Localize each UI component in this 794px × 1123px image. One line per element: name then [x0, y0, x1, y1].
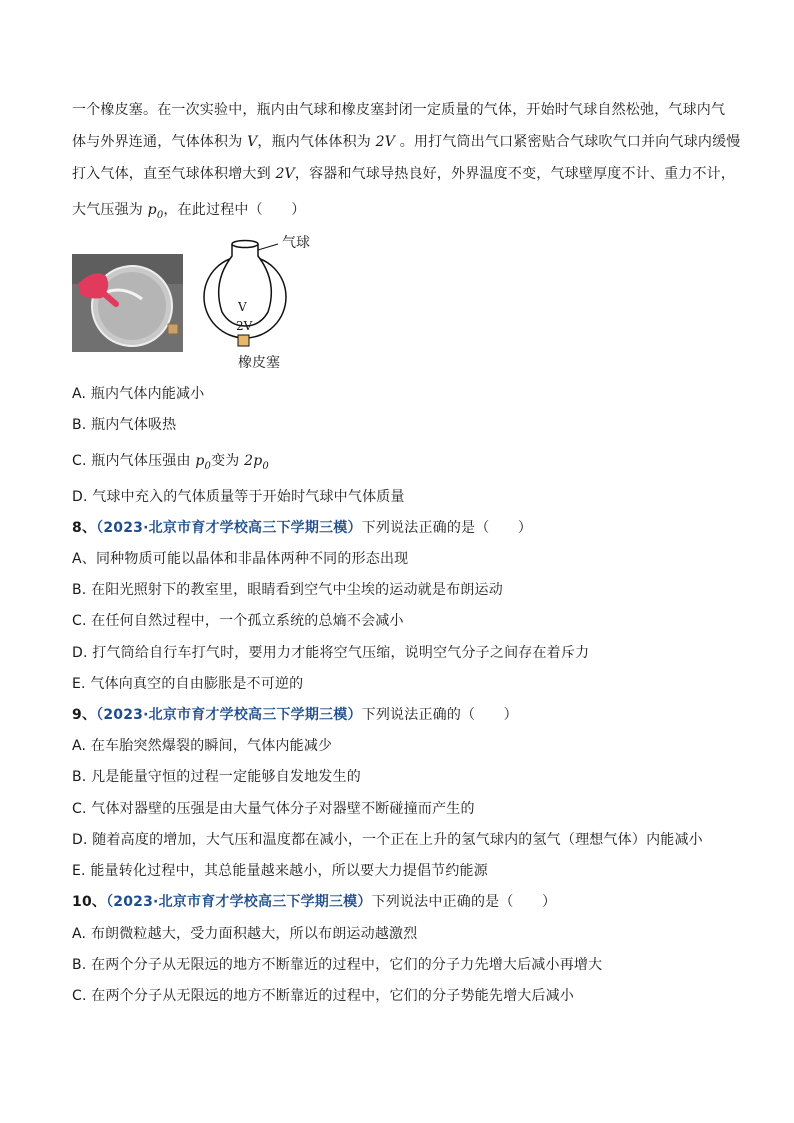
q7-option-c: C. 瓶内气体压强由 $p_0$变为 $2p_0$ — [72, 453, 269, 472]
q10-option-a: A. 布朗微粒越大，受力面积越大，所以布朗运动越激烈 — [72, 926, 418, 942]
q8-option-d: D. 打气筒给自行车打气时，要用力才能将空气压缩，说明空气分子之间存在着斥力 — [72, 645, 590, 661]
q9-option-d: D. 随着高度的增加，大气压和温度都在减小，一个正在上升的氢气球内的氢气（理想气体）内能减小 — [72, 832, 703, 848]
q10-stem: 10、（2023·北京市育才学校高三下学期三模）下列说法中正确的是（ ） — [72, 894, 557, 910]
label-balloon: 气球 — [282, 235, 310, 251]
q9-option-e: E. 能量转化过程中，其总能量越来越小，所以要大力提倡节约能源 — [72, 863, 488, 879]
flask-diagram — [200, 232, 330, 377]
label-2v: 2V — [236, 319, 253, 333]
q8-option-a: A、同种物质可能以晶体和非晶体两种不同的形态出现 — [72, 551, 409, 567]
flask-photo-image — [72, 254, 183, 352]
q7-option-a: A. 瓶内气体内能减小 — [72, 386, 205, 402]
q9-option-a: A. 在车胎突然爆裂的瞬间，气体内能减少 — [72, 738, 333, 754]
q8-option-e: E. 气体向真空的自由膨胀是不可逆的 — [72, 676, 304, 692]
q9-stem: 9、（2023·北京市育才学校高三下学期三模）下列说法正确的（ ） — [72, 707, 518, 723]
q8-option-c: C. 在任何自然过程中，一个孤立系统的总熵不会减小 — [72, 613, 404, 629]
label-v: V — [238, 300, 247, 314]
q7-option-d: D. 气球中充入的气体质量等于开始时气球中气体质量 — [72, 489, 405, 505]
q10-option-b: B. 在两个分子从无限远的地方不断靠近的过程中，它们的分子力先增大后减小再增大 — [72, 957, 603, 973]
intro-line-1: 一个橡皮塞。在一次实验中，瓶内由气球和橡皮塞封闭一定质量的气体，开始时气球自然松弛，气球内气 — [72, 102, 726, 118]
intro-line-2: 体与外界连通，气体体积为 V，瓶内气体体积为 2V 。用打气筒出气口紧密贴合气球吹气口并向气球内缓慢 — [72, 134, 741, 150]
flask-photo — [72, 254, 183, 352]
q9-option-c: C. 气体对器壁的压强是由大量气体分子对器壁不断碰撞而产生的 — [72, 801, 475, 817]
q8-option-b: B. 在阳光照射下的教室里，眼睛看到空气中尘埃的运动就是布朗运动 — [72, 582, 503, 598]
intro-line-3: 打入气体，直至气球体积增大到 2V，容器和气球导热良好，外界温度不变，气球壁厚度不计、重力不计， — [72, 166, 736, 182]
q8-stem: 8、（2023·北京市育才学校高三下学期三模）下列说法正确的是（ ） — [72, 520, 533, 536]
intro-line-4: 大气压强为 $p_0$，在此过程中（ ） — [72, 202, 306, 221]
q10-option-c: C. 在两个分子从无限远的地方不断靠近的过程中，它们的分子势能先增大后减小 — [72, 988, 575, 1004]
q7-option-b: B. 瓶内气体吸热 — [72, 417, 177, 433]
label-stopper: 橡皮塞 — [238, 355, 280, 371]
q9-option-b: B. 凡是能量守恒的过程一定能够自发地发生的 — [72, 769, 361, 785]
